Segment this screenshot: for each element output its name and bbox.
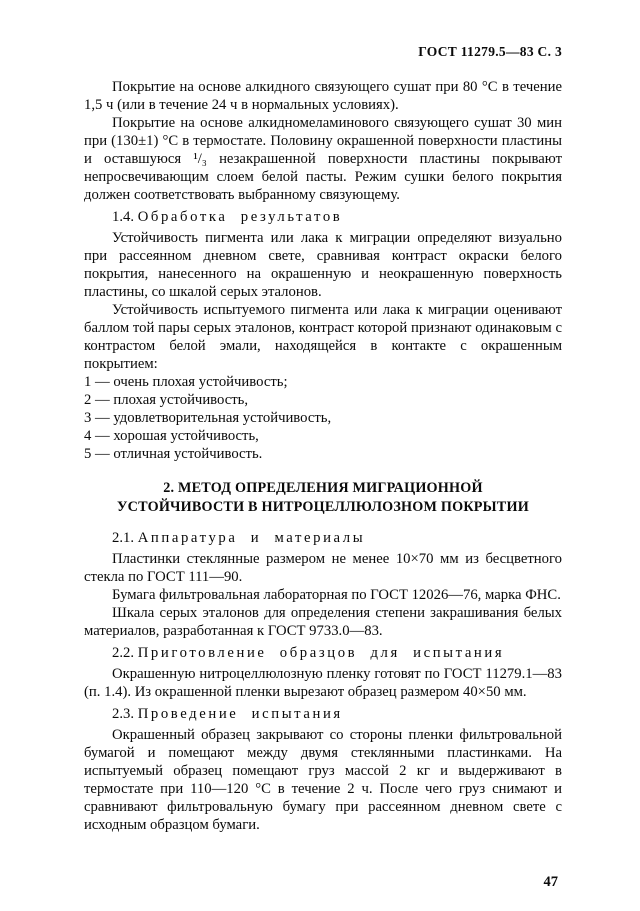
section-2-title: 2. МЕТОД ОПРЕДЕЛЕНИЯ МИГРАЦИОННОЙ УСТОЙЧИВОСТИ В НИТРОЦЕЛЛЮЛОЗНОМ ПОКРЫТИИ xyxy=(117,480,529,515)
paragraph-alkyd-drying: Покрытие на основе алкидного связующего сушат при 80 °С в течение 1,5 ч (или в течение 24 ч в нормальных условиях). xyxy=(84,79,562,113)
document-body xyxy=(84,78,562,834)
paragraph-glass-plates: Пластинки стеклянные размером не менее 10×70 мм из бесцветного стекла по ГОСТ 111—90. xyxy=(84,551,562,585)
rating-scale-item-3: 3 — удовлетворительная устойчивость, xyxy=(84,410,332,426)
heading-apparatus-num: 2.1. xyxy=(112,530,135,546)
heading-sample-preparation xyxy=(84,644,562,662)
paragraph-grey-scale: Шкала серых эталонов для определения степени закрашивания белых материалов, разработанная к ГОСТ 9733.0—83. xyxy=(84,605,562,639)
page-number: 47 xyxy=(543,874,558,890)
rating-scale-list xyxy=(84,373,562,463)
heading-test-procedure xyxy=(84,705,562,723)
heading-results-num: 1.4. xyxy=(112,209,135,225)
heading-apparatus-materials xyxy=(84,529,562,547)
rating-scale-item-5: 5 — отличная устойчивость. xyxy=(84,446,263,462)
rating-scale-item-4: 4 — хорошая устойчивость, xyxy=(84,428,259,444)
heading-preparation-num: 2.2. xyxy=(112,645,135,661)
paragraph-filter-paper: Бумага фильтровальная лабораторная по ГОСТ 12026—76, марка ФНС. xyxy=(112,587,561,603)
rating-scale-item-1: 1 — очень плохая устойчивость; xyxy=(84,374,288,390)
paragraph-rating-method: Устойчивость испытуемого пигмента или лака к миграции оценивают баллом той пары серых эталонов, контраст которой признают одинаковым с контрастом белой эмали, находящейся в контакте с окрашенным покрытием: xyxy=(84,302,562,372)
paragraph-visual-assessment: Устойчивость пигмента или лака к миграции определяют визуально при рассеянном дневном свете, сравнивая контраст окраски белого покрытия, нанесенного на окрашенную и неокрашенную поверхность пластины, со шкалой серых эталонов. xyxy=(84,230,562,300)
heading-results-processing xyxy=(84,208,562,226)
paragraph-melamine-drying: Покрытие на основе алкидномеламинового связующего сушат 30 мин при (130±1) °С в термостате. Половину окрашенной поверхности пластины и оставшуюся ¹/₃ незакрашенной поверхности пластины покрывают непросвечивающим слоем белой пасты. Режим сушки белого покрытия должен соответствовать выбранному связующему. xyxy=(84,115,562,203)
heading-procedure-num: 2.3. xyxy=(112,706,135,722)
rating-scale-item-2: 2 — плохая устойчивость, xyxy=(84,392,249,408)
paragraph-test-procedure: Окрашенный образец закрывают со стороны пленки фильтровальной бумагой и помещают между двумя стеклянными пластинками. На испытуемый образец помещают груз массой 2 кг и выдерживают в термостате при 110—120 °С в течение 2 ч. После чего груз снимают и сравнивают фильтровальную бумагу при рассеянном дневном свете с исходным образцом бумаги. xyxy=(84,727,562,833)
doc-reference: ГОСТ 11279.5—83 С. 3 xyxy=(418,44,562,59)
heading-preparation-title: Приготовление образцов для испытания xyxy=(137,645,505,661)
heading-procedure-title: Проведение испытания xyxy=(137,706,343,722)
heading-results-title: Обработка результатов xyxy=(137,209,343,225)
heading-apparatus-title: Аппаратура и материалы xyxy=(137,530,366,546)
paragraph-film-preparation: Окрашенную нитроцеллюлозную пленку готовят по ГОСТ 11279.1—83 (п. 1.4). Из окрашенной пленки вырезают образец размером 40×50 мм. xyxy=(84,666,562,700)
